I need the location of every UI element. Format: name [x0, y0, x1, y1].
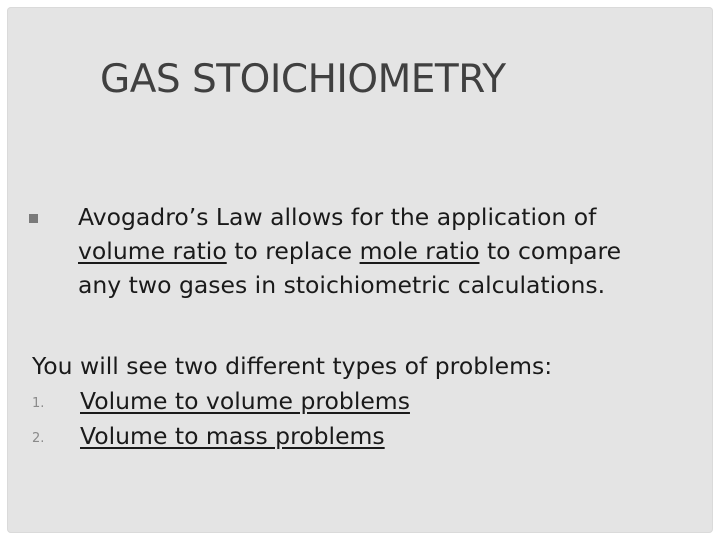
list-number: 2. — [32, 431, 45, 446]
slide-title: GAS STOICHIOMETRY — [100, 57, 506, 102]
problem-types — [32, 349, 692, 454]
bullet-text — [78, 200, 669, 302]
term-mole-ratio: mole ratio — [359, 237, 480, 265]
list-number: 1. — [32, 396, 45, 411]
problem-types-intro: You will see two different types of problems: — [32, 352, 553, 380]
square-bullet-icon — [29, 214, 38, 223]
bullet-text-part2: to replace — [226, 237, 360, 265]
list-item — [32, 384, 692, 419]
list-item-label: Volume to mass problems — [80, 422, 385, 450]
slide — [7, 7, 713, 533]
list-item-label: Volume to volume problems — [80, 387, 410, 415]
bullet-text-part3: to compare any two gases in stoichiometric calculations. — [78, 237, 622, 299]
bullet-text-part1: Avogadro’s Law allows for the application of — [78, 203, 597, 231]
bullet-paragraph — [29, 200, 669, 302]
term-volume-ratio: volume ratio — [78, 237, 227, 265]
list-item — [32, 419, 692, 454]
